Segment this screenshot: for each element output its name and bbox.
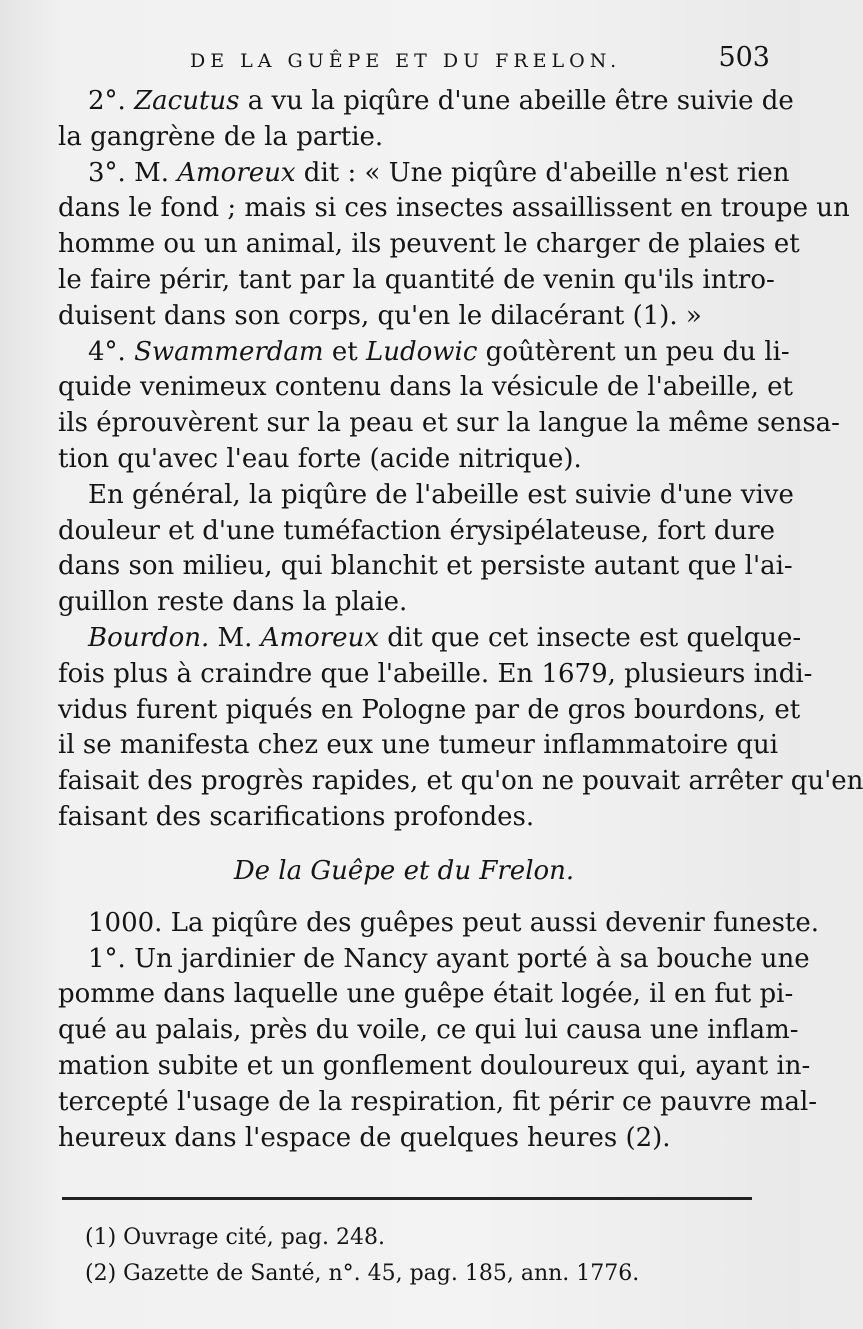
paragraph-bourdon-line: il se manifesta chez eux une tumeur inflammatoire qui xyxy=(58,730,779,761)
paragraph-zacutus-line: la gangrène de la partie. xyxy=(58,121,384,152)
paragraph-swammerdam-line: ils éprouvèrent sur la peau et sur la langue la même sensa- xyxy=(58,408,840,439)
paragraph-general-line: dans son milieu, qui blanchit et persiste autant que l'ai- xyxy=(58,551,793,582)
paragraph-bourdon-line: vidus furent piqués en Pologne par de gros bourdons, et xyxy=(58,694,801,725)
running-head: DE LA GUÊPE ET DU FRELON. xyxy=(190,50,622,72)
footnote: (1) Ouvrage cité, pag. 248. xyxy=(85,1225,385,1250)
page-header xyxy=(190,42,770,82)
section-title: De la Guêpe et du Frelon. xyxy=(233,855,575,886)
paragraph-general-line: guillon reste dans la plaie. xyxy=(58,587,408,618)
page-number: 503 xyxy=(718,42,770,73)
paragraph-jardinier-line: tercepté l'usage de la respiration, fit périr ce pauvre mal- xyxy=(58,1086,818,1117)
paragraph-jardinier-line: 1°. Un jardinier de Nancy ayant porté à sa bouche une xyxy=(88,943,810,974)
paragraph-amoreux-line: dans le fond ; mais si ces insectes assaillissent en troupe un xyxy=(58,193,850,224)
paragraph-amoreux-line: duisent dans son corps, qu'en le dilacérant (1). » xyxy=(58,300,702,331)
paragraph-bourdon-line: faisait des progrès rapides, et qu'on ne pouvait arrêter qu'en xyxy=(58,766,863,797)
paragraph-swammerdam-line: tion qu'avec l'eau forte (acide nitrique). xyxy=(58,443,582,474)
paragraph-swammerdam-line: quide venimeux contenu dans la vésicule de l'abeille, et xyxy=(58,372,793,403)
paragraph-general-line: douleur et d'une tuméfaction érysipélateuse, fort dure xyxy=(58,515,776,546)
paragraph-jardinier-line: mation subite et un gonflement douloureux qui, ayant in- xyxy=(58,1050,811,1081)
paragraph-amoreux-line: le faire périr, tant par la quantité de venin qu'ils intro- xyxy=(58,264,775,295)
body-text xyxy=(58,84,863,1156)
paragraph-bourdon-line: Bourdon. M. Amoreux dit que cet insecte est quelque- xyxy=(88,622,802,653)
paragraph-amoreux-line: homme ou un animal, ils peuvent le charger de plaies et xyxy=(58,229,800,260)
paragraph-bourdon-line: faisant des scarifications profondes. xyxy=(58,801,535,832)
footnote: (2) Gazette de Santé, n°. 45, pag. 185, ann. 1776. xyxy=(85,1261,640,1286)
paragraph-jardinier-line: qué au palais, près du voile, ce qui lui causa une inflam- xyxy=(58,1015,799,1046)
paragraph-amoreux-line: 3°. M. Amoreux dit : « Une piqûre d'abeille n'est rien xyxy=(88,157,790,188)
paragraph-general-line: En général, la piqûre de l'abeille est suivie d'une vive xyxy=(88,479,794,510)
footnotes xyxy=(85,1220,745,1292)
paragraph-bourdon-line: fois plus à craindre que l'abeille. En 1679, plusieurs indi- xyxy=(58,658,813,689)
paragraph-jardinier-line: heureux dans l'espace de quelques heures (2). xyxy=(58,1122,671,1153)
footnote-separator xyxy=(62,1197,752,1200)
paragraph-jardinier-line: pomme dans laquelle une guêpe était logée, il en fut pi- xyxy=(58,979,794,1010)
paragraph-swammerdam-line: 4°. Swammerdam et Ludowic goûtèrent un peu du li- xyxy=(88,336,790,367)
paragraph-1000-line: 1000. La piqûre des guêpes peut aussi devenir funeste. xyxy=(88,907,820,938)
paragraph-zacutus-line: 2°. Zacutus a vu la piqûre d'une abeille être suivie de xyxy=(88,86,794,116)
